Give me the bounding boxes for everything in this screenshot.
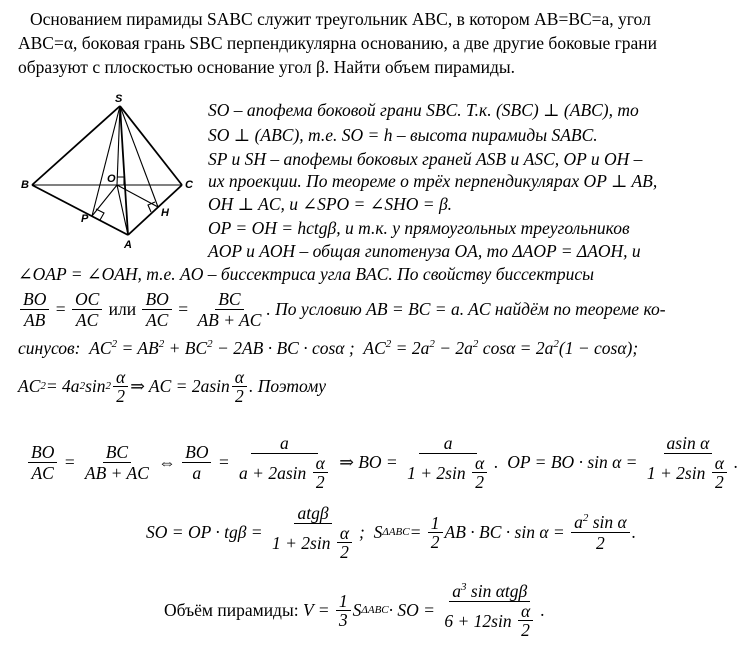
bo-equation: $\frac{BO}{AC}$ = $\frac{BC}{AB + AC}$ ⇔ $\frac{BO}{a}$ = a a + 2asin α 2 ⇒ BO = a 1 + 2sin α 2 . OP = BO · sin α = asin α 1 + 2sin α 2 .	[26, 428, 738, 496]
right-angle-o	[117, 177, 124, 185]
label-a: A	[124, 239, 132, 251]
label-h: H	[161, 207, 169, 219]
problem-line-2: ABC=α, боковая грань SBC перпендикулярна основанию, а две другие боковые грани	[18, 33, 658, 53]
solution-line-8: ∠OAP = ∠OAH, т.е. AO – биссектриса угла BAC. По свойству биссектрисы	[18, 264, 595, 284]
solution-line-6: OP = OH = hctgβ, и т.к. у прямоугольных треугольников	[208, 218, 630, 238]
fraction-bo-ac: $\frac{BO}{AC}$	[142, 289, 171, 330]
cosine-head: синусов:	[18, 338, 81, 358]
edge-sc	[120, 106, 182, 185]
fraction-oc-ac: $\frac{OC}{AC}$	[72, 289, 102, 330]
label-b: B	[21, 179, 29, 191]
pyramid-figure	[20, 92, 210, 257]
bisector-equation: $\frac{BO}{AB}$ = $\frac{OC}{AC}$ или $\frac{BO}{AC}$ = $\frac{BC}{AB + AC}$ . По условию AB = BC = a. AC найдём по теореме ко-	[18, 286, 666, 332]
solution-line-3: SP и SH – апофемы боковых граней ASB и ASC, OP и OH –	[208, 149, 643, 169]
edge-ab	[32, 185, 128, 235]
label-p: P	[81, 213, 89, 225]
edge-ac	[128, 185, 182, 235]
fraction-bo-ab: $\frac{BO}{AB}$	[20, 289, 49, 330]
bisector-tail: . По условию AB = BC = a. AC найдём по теореме ко-	[266, 298, 666, 319]
solution-line-7: AOP и AOH – общая гипотенуза OA, то ΔAOP = ΔAOH, и	[208, 241, 641, 261]
fraction-bc-abac: $\frac{BC}{AB + AC}$	[197, 288, 262, 330]
solution-line-4: их проекции. По теореме о трёх перпендикулярах OP ⊥ AB,	[208, 171, 658, 191]
so-area-equation: SO = OP · tgβ = atgβ 1 + 2sin α 2 ; S ΔABC = $\frac{1}{2}$ AB · BC · sin α = $\frac{a^2 \sin \alpha}{2}$ .	[146, 503, 637, 562]
problem-line-3: образуют с плоскостью основание угол β. Найти объем пирамиды.	[18, 57, 516, 77]
problem-line-1: Основанием пирамиды SABC служит треугольник ABC, в котором AB=BC=a, угол	[30, 9, 651, 29]
volume-label: Объём пирамиды:	[164, 599, 299, 620]
label-s: S	[115, 93, 123, 105]
solution-line-1: SO – апофема боковой грани SBC. Т.к. (SBC) ⊥ (ABC), то	[208, 100, 639, 120]
ac-tail: . Поэтому	[248, 375, 327, 396]
cosine-line: синусов: $AC^2 = AB^2 + BC^2 - 2AB$ · BC · cosα ; $AC^2 = 2a^2 - 2a^2$ $\cos\alpha = 2a^2(1 - \cos\alpha)$;	[18, 338, 639, 358]
solution-line-5: OH ⊥ AC, и ∠SPO = ∠SHO = β.	[208, 194, 453, 214]
ac-equation: AC 2 = 4a 2 sin 2 α 2 ⇒ AC = 2asin α 2 . Поэтому	[18, 366, 327, 406]
volume-equation: Объём пирамиды: V = $\frac{1}{3}$ S ΔABC · SO = $a^3$ sin αtgβ 6 + 12sin α 2 .	[164, 581, 545, 640]
label-c: C	[185, 179, 193, 191]
word-or: или	[108, 298, 137, 319]
solution-line-2: SO ⊥ (ABC), т.е. SO = h – высота пирамиды SABC.	[208, 125, 598, 145]
label-o: O	[107, 173, 116, 185]
